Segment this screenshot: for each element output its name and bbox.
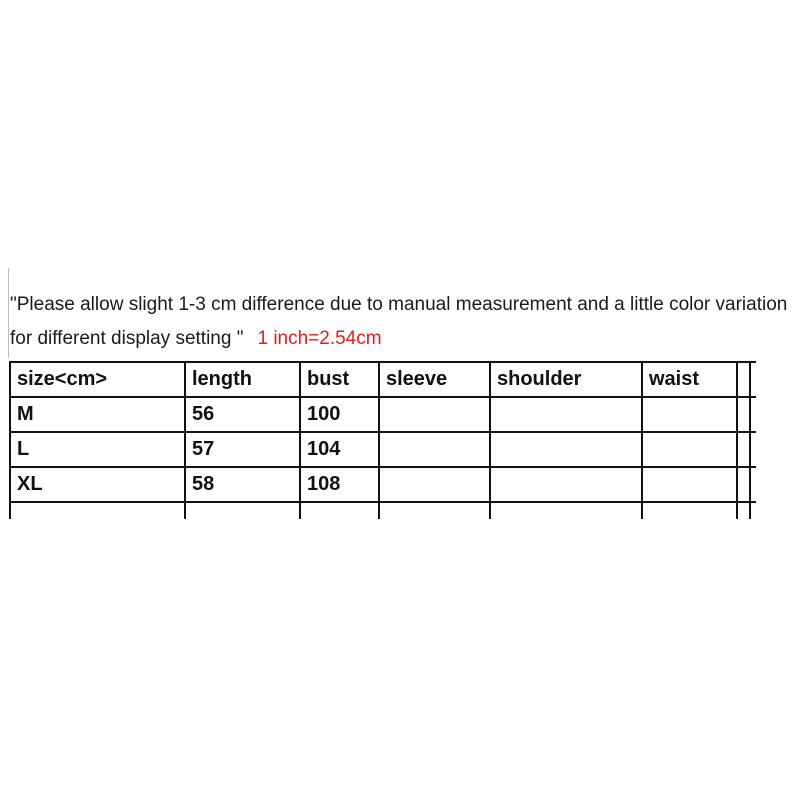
shoulder-cell [490, 397, 642, 432]
header-empty-cell [737, 362, 750, 397]
size-cell: XL [10, 467, 185, 502]
empty-cell [737, 467, 750, 502]
empty-cell [642, 502, 737, 519]
header-waist: waist [642, 362, 737, 397]
measurement-note [10, 288, 795, 356]
header-shoulder: shoulder [490, 362, 642, 397]
measurement-disclaimer: "Please allow slight 1-3 cm difference due to manual measurement and a little color variation for different display setting " [10, 294, 788, 349]
bust-cell: 100 [300, 397, 379, 432]
sleeve-cell [379, 397, 490, 432]
table-row [10, 432, 756, 467]
length-cell: 56 [185, 397, 300, 432]
table-row [10, 467, 756, 502]
bust-cell: 108 [300, 467, 379, 502]
sleeve-cell [379, 467, 490, 502]
empty-cell [10, 502, 185, 519]
empty-cell [185, 502, 300, 519]
empty-cell [737, 432, 750, 467]
edge-cell [750, 502, 756, 519]
inch-conversion: 1 inch=2.54cm [257, 328, 382, 349]
waist-cell [642, 467, 737, 502]
header-bust: bust [300, 362, 379, 397]
edge-cell [750, 397, 756, 432]
waist-cell [642, 397, 737, 432]
sleeve-cell [379, 432, 490, 467]
size-chart-table [9, 361, 756, 519]
empty-cell [737, 502, 750, 519]
bust-cell: 104 [300, 432, 379, 467]
waist-cell [642, 432, 737, 467]
length-cell: 57 [185, 432, 300, 467]
empty-cell [490, 502, 642, 519]
edge-cell [750, 467, 756, 502]
size-cell: M [10, 397, 185, 432]
left-divider-line [8, 268, 9, 358]
table-row-cut-off [10, 502, 756, 519]
edge-cell [750, 432, 756, 467]
table-header-row [10, 362, 756, 397]
header-size: size<cm> [10, 362, 185, 397]
header-edge-cell [750, 362, 756, 397]
size-cell: L [10, 432, 185, 467]
table-row [10, 397, 756, 432]
empty-cell [300, 502, 379, 519]
empty-cell [737, 397, 750, 432]
header-sleeve: sleeve [379, 362, 490, 397]
length-cell: 58 [185, 467, 300, 502]
shoulder-cell [490, 467, 642, 502]
shoulder-cell [490, 432, 642, 467]
empty-cell [379, 502, 490, 519]
header-length: length [185, 362, 300, 397]
